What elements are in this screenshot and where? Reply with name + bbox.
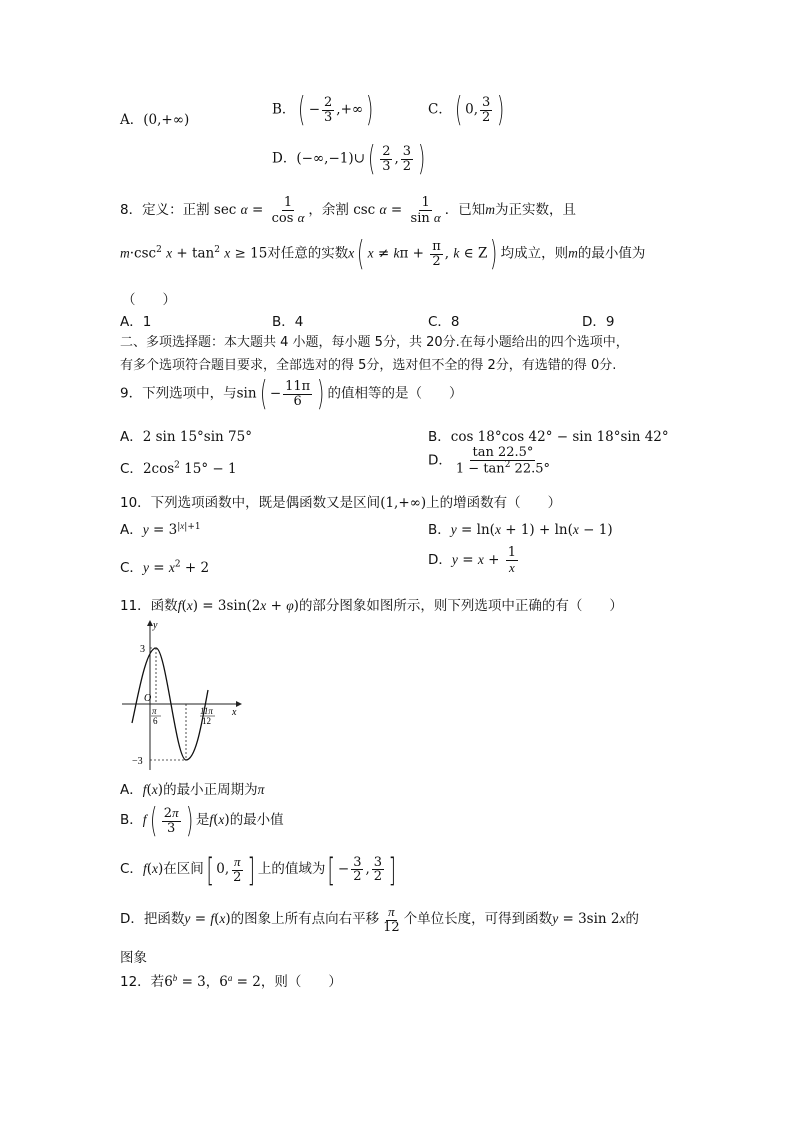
q9-option-a[interactable]: A．2 sin 15°sin 75° <box>120 429 252 445</box>
q10-option-d[interactable]: D．y = x + $\frac{1}{x}$ <box>428 545 516 575</box>
y-axis-label: y <box>153 620 158 631</box>
q11-option-d[interactable]: D．把函数y = f(x)的图象上所有点向右平移 $\frac{\pi}{12}$ 个单位长度，可得到函数y = 3sin 2x的 <box>120 904 639 935</box>
q11-stem: 11．函数f(x) = 3sin(2x + φ)的部分图象如图所示，则下列选项中正确的有（ ） <box>120 598 623 614</box>
x-axis-arrow <box>236 701 242 707</box>
q9-option-b[interactable]: B．cos 18°cos 42° − sin 18°sin 42° <box>428 429 669 445</box>
q10-stem: 10．下列选项函数中，既是偶函数又是区间(1,+∞)上的增函数有（ ） <box>120 495 562 511</box>
q8-stem-line1: 8．定义：正割 sec α = $\frac{1}{\text{cos α}}$ ，余割 csc α = $\frac{1}{\text{sin α}}$ ．已知m为正实数，且 <box>120 195 576 226</box>
q7-option-b[interactable]: B．( − $\frac{2}{3}$ ,+∞) <box>272 90 374 131</box>
q9-option-c[interactable]: C．$2\cos^2$ 15° − 1 <box>120 460 237 477</box>
q8-option-d[interactable]: D．9 <box>582 314 615 330</box>
q8-option-a[interactable]: A．1 <box>120 314 152 330</box>
tick1-numerator: π <box>152 706 157 716</box>
tick1-denominator: 6 <box>153 716 158 726</box>
q8-option-c[interactable]: C．8 <box>428 314 460 330</box>
q10-option-b[interactable]: B．y = ln(x + 1) + ln(x − 1) <box>428 522 613 538</box>
q8-answer-paren: （ ） <box>122 292 176 308</box>
q8-option-b[interactable]: B．4 <box>272 314 304 330</box>
q7-b-label: B． <box>272 101 296 118</box>
q10-option-a[interactable]: A．$y = 3^{|x|+1}$ <box>120 520 201 538</box>
q11-option-c[interactable]: C．f(x)在区间[ 0, $\frac{\pi}{2}$ ] 上的值域为[ − $\frac{3}{2}$ , $\frac{3}{2}$ ] <box>120 850 397 889</box>
q7-option-c[interactable]: C．( 0, $\frac{3}{2}$ ) <box>428 90 505 131</box>
q9-option-d[interactable]: D． $\frac{\tan 22.5^\circ}{1 - \tan^2 22.5^\circ}$ <box>428 445 550 476</box>
q9-stem: 9．下列选项中，与sin( − $\frac{11\pi}{6}$ ) 的值相等的是（ ） <box>120 374 463 415</box>
origin-label: O <box>144 693 152 704</box>
q11-function-graph <box>118 618 243 773</box>
q11-option-b[interactable]: B．f( $\frac{2\pi}{3}$ ) 是f(x)的最小值 <box>120 800 284 841</box>
tick2-denominator: 12 <box>202 716 211 726</box>
y-max-label: 3 <box>140 644 145 655</box>
q8-stem-line2: $m\cdot\csc^2$ $x + \tan^2 x \ge 15$对任意的实数x( x ≠ kπ + $\frac{\pi}{2}$ , k ∈ Z) 均成立，则m的最小值为 <box>120 234 646 275</box>
q10-option-c[interactable]: C．$y = x^2 + 2$ <box>120 559 210 576</box>
q7-a-label: A． <box>120 112 144 128</box>
q7-c-label: C． <box>428 101 452 118</box>
q7-option-a[interactable]: A．(0,+∞) <box>120 112 190 128</box>
q11-option-d-line2: 图象 <box>120 950 147 966</box>
section2-instructions-line1: 二、多项选择题：本大题共 4 小题，每小题 5分，共 20分.在每小题给出的四个选项中， <box>120 335 629 350</box>
q7-option-d[interactable]: D．(−∞,−1)∪( $\frac{2}{3}$ , $\frac{3}{2}$ ) <box>272 139 426 180</box>
tick2-numerator: 11π <box>200 706 213 716</box>
y-min-label: −3 <box>132 756 143 767</box>
x-axis-label: x <box>232 707 237 718</box>
q11-option-a[interactable]: A．f(x)的最小正周期为π <box>120 782 265 798</box>
section2-instructions-line2: 有多个选项符合题目要求，全部选对的得 5分，选对但不全的得 2分，有选错的得 0分. <box>120 358 617 373</box>
q12-stem: 12．若$6^b = 3$，$6^a = 2$，则（ ） <box>120 972 342 990</box>
q7-d-label: D． <box>272 150 297 167</box>
